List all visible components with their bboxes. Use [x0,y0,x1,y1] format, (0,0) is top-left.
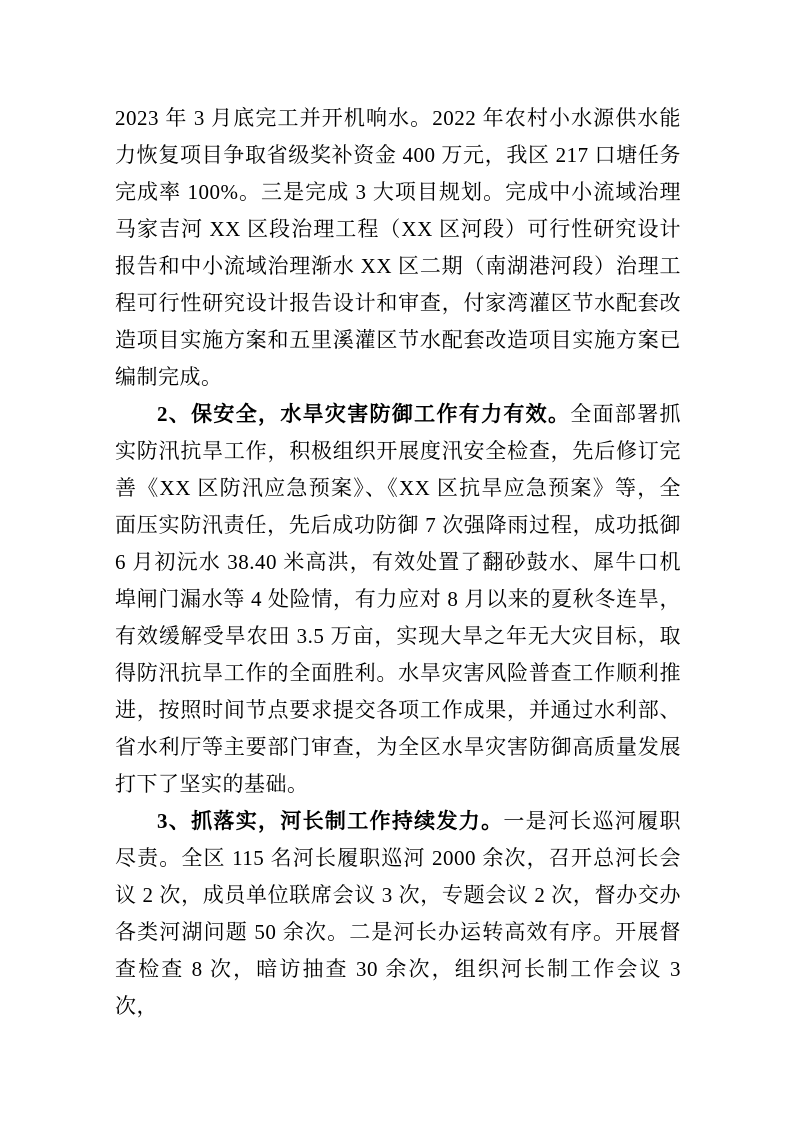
paragraph-flood-drought-defense-heading: 2、保安全，水旱灾害防御工作有力有效。 [157,402,571,426]
paragraph-continuation [115,100,681,396]
paragraph-river-chief-system-text: 一是河长巡河履职尽责。全区 115 名河长履职巡河 2000 余次，召开总河长会议 2 次，成员单位联席会议 3 次，专题会议 2 次，督办交办各类河湖问题 50 余次。二是河长办运转高效有序。开展督查检查 8 次，暗访抽查 30 余次，组织河长制工作会议 3 次， [115,809,682,1018]
paragraph-river-chief-system [115,803,681,1025]
paragraph-river-chief-system-heading: 3、抓落实，河长制工作持续发力。 [157,809,504,833]
paragraph-flood-drought-defense-text: 全面部署抓实防汛抗旱工作，积极组织开展度汛安全检查，先后修订完善《XX 区防汛应急预案》、《XX 区抗旱应急预案》等，全面压实防汛责任，先后成功防御 7 次强降雨过程，成功抵御 6 月初沅水 38.40 米高洪，有效处置了翻砂鼓水、犀牛口机埠闸门漏水等 4 处险情，有力应对 8 月以来的夏秋冬连旱，有效缓解受旱农田 3.5 万亩，实现大旱之年无大灾目标，取得防汛抗旱工作的全面胜利。水旱灾害风险普查工作顺利推进，按照时间节点要求提交各项工作成果，并通过水利部、省水利厅等主要部门审查，为全区水旱灾害防御高质量发展打下了坚实的基础。 [115,402,681,796]
paragraph-flood-drought-defense [115,396,681,803]
paragraph-continuation-text: 2023 年 3 月底完工并开机响水。2022 年农村小水源供水能力恢复项目争取省级奖补资金 400 万元，我区 217 口塘任务完成率 100%。三是完成 3 大项目规划。完成中小流域治理马家吉河 XX 区段治理工程（XX 区河段）可行性研究设计报告和中小流域治理渐水 XX 区二期（南湖港河段）治理工程可行性研究设计报告设计和审查，付家湾灌区节水配套改造项目实施方案和五里溪灌区节水配套改造项目实施方案已编制完成。 [115,106,681,389]
document-text-block [115,100,681,1025]
